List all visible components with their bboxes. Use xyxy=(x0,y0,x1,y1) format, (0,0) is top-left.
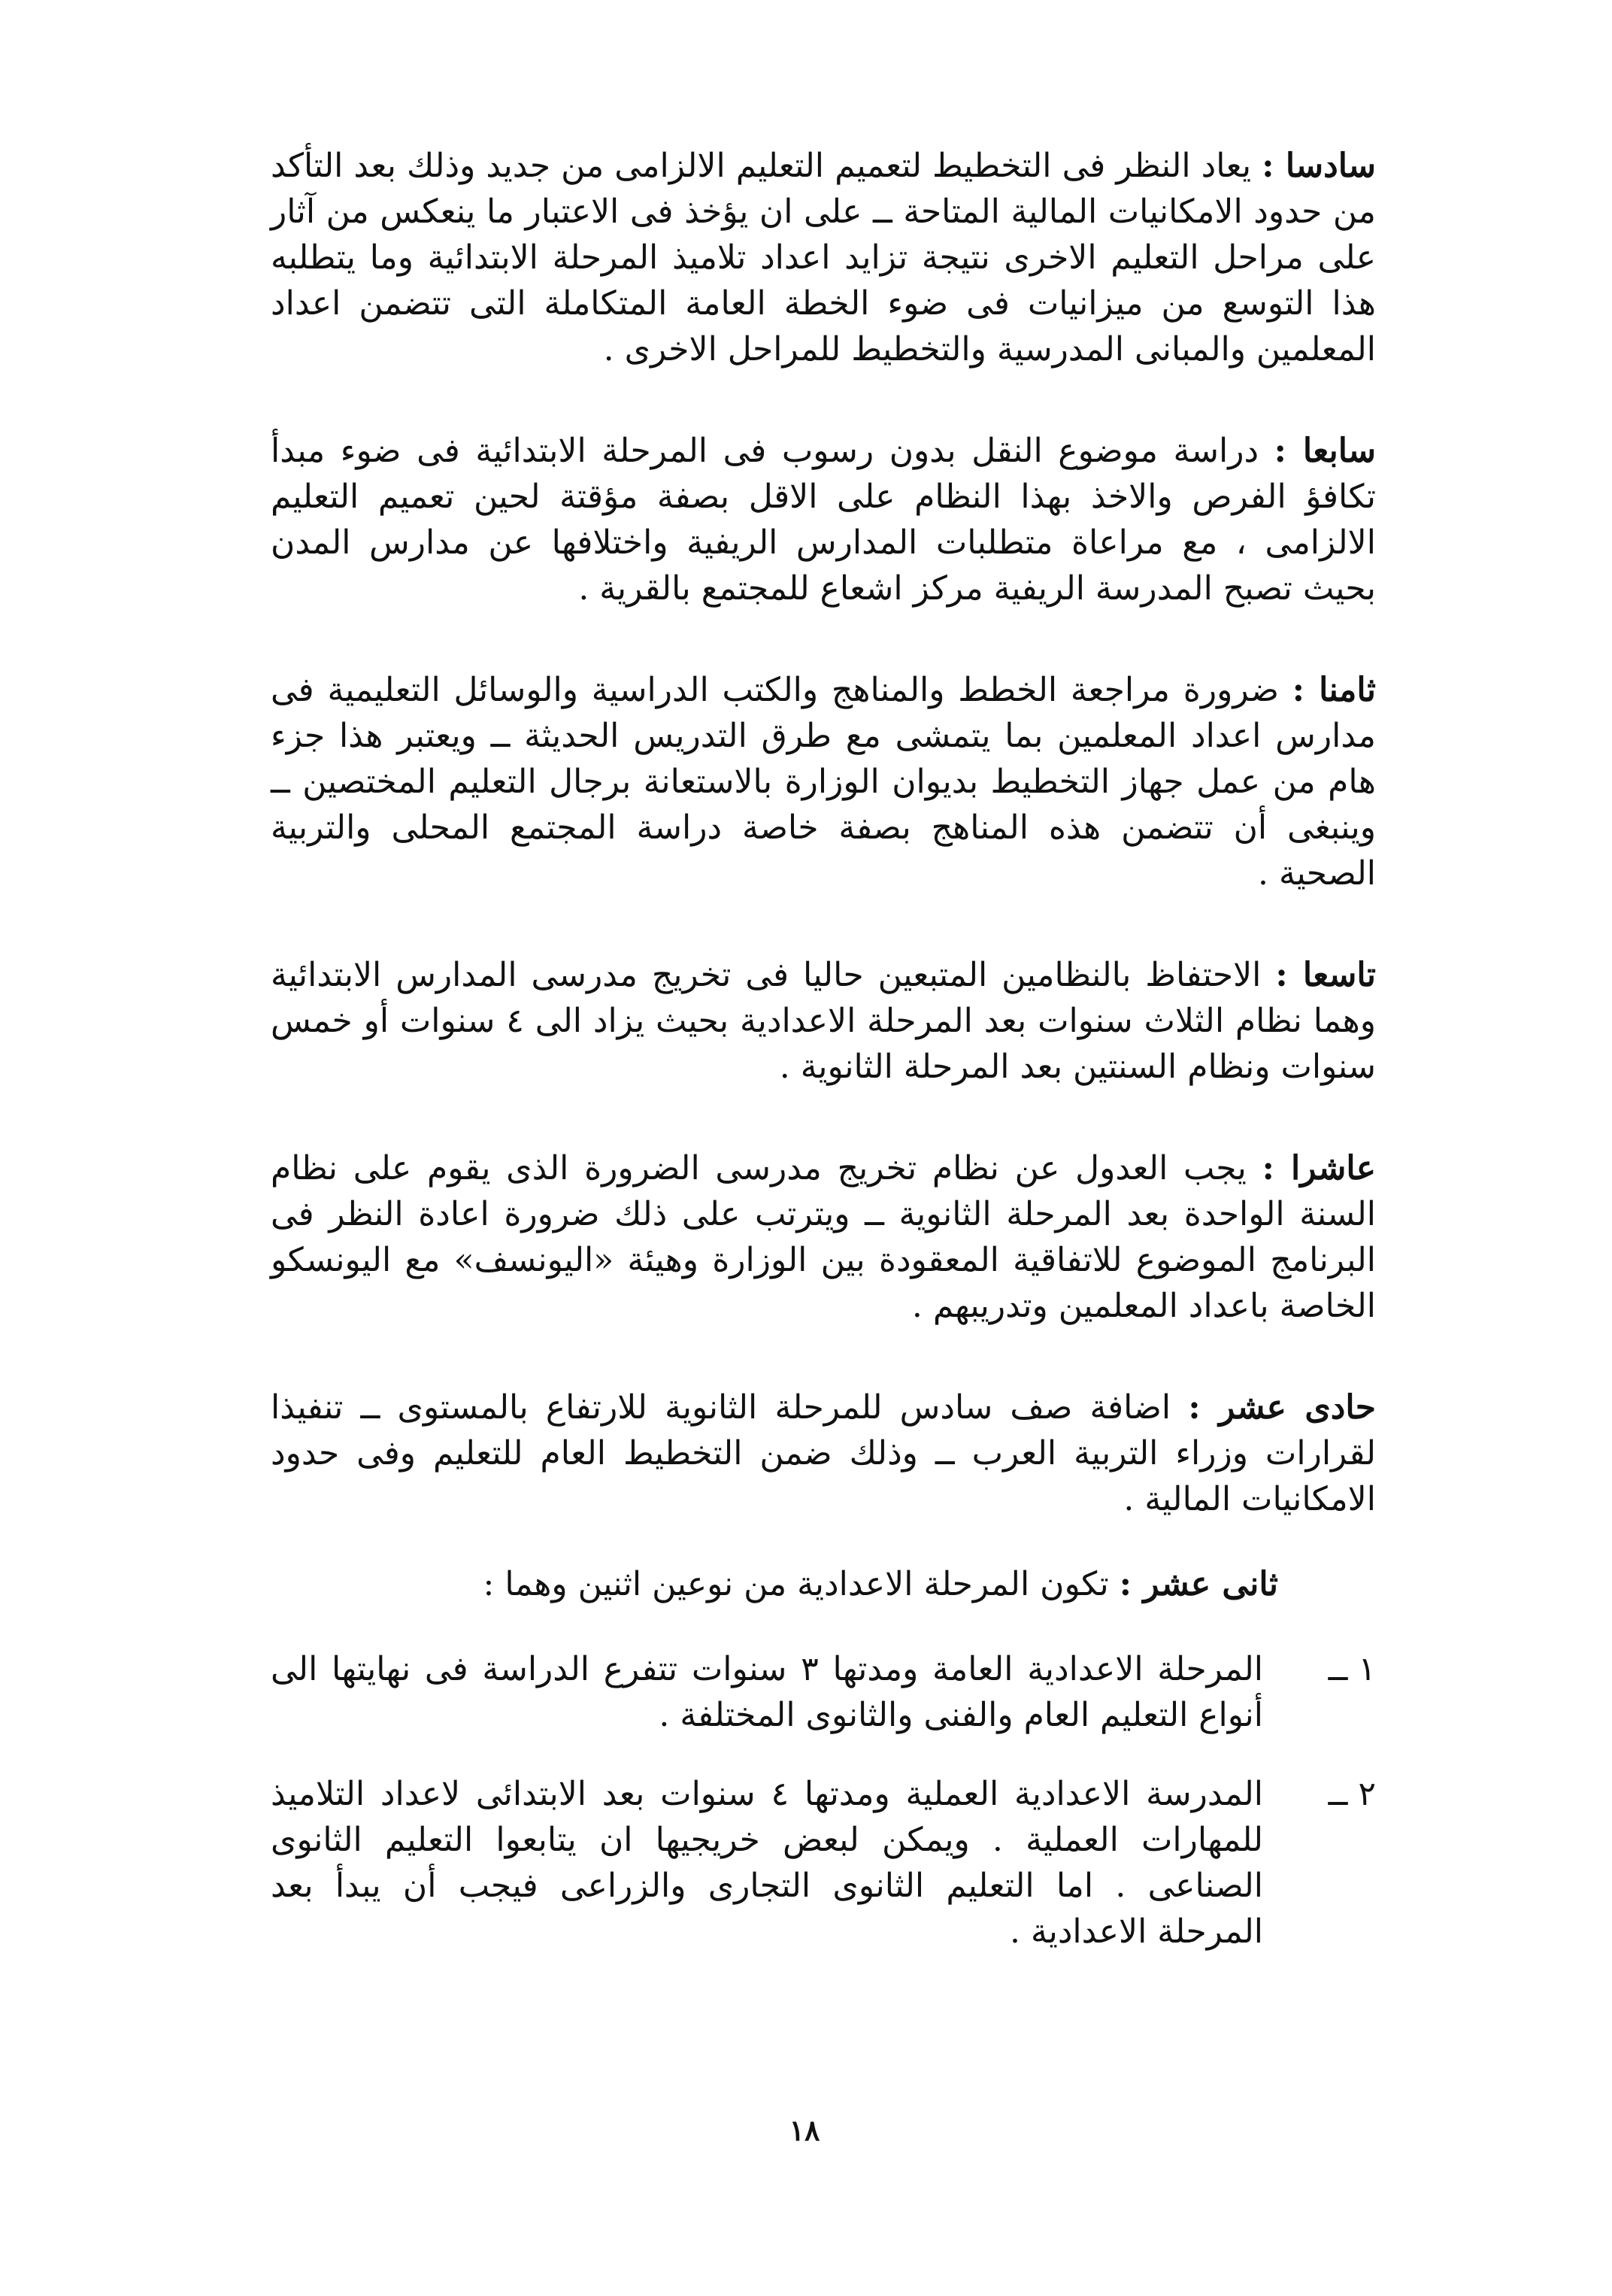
list-item-text: المدرسة الاعدادية العملية ومدتها ٤ سنوات بعد الابتدائى لاعداد التلاميذ للمهارات العملية . ويمكن لبعض خريجيها ان يتابعوا التعليم الثانوى الصناعى . اما التعليم الثانوى التجارى والزراعى فيجب أن يبدأ بعد المرحلة الاعدادية . xyxy=(271,1775,1263,1951)
section-sixth xyxy=(271,143,1376,372)
section-heading: تاسعا : xyxy=(1275,956,1376,994)
section-seventh xyxy=(271,428,1376,611)
section-heading: سابعا : xyxy=(1274,432,1376,470)
section-text: يعاد النظر فى التخطيط لتعميم التعليم الالزامى من جديد وذلك بعد التأكد من حدود الامكانيات المالية المتاحة ــ على ان يؤخذ فى الاعتبار ما ينعكس من آثار على مراحل التعليم الاخرى نتيجة تزايد اعداد تلاميذ المرحلة الابتدائية وما يتطلبه هذا التوسع من ميزانيات فى ضوء الخطة العامة المتكاملة التى تتضمن اعداد المعلمين والمبانى المدرسية والتخطيط للمراحل الاخرى . xyxy=(271,147,1376,369)
section-text: اضافة صف سادس للمرحلة الثانوية للارتفاع بالمستوى ــ تنفيذا لقرارات وزراء التربية العرب ــ وذلك ضمن التخطيط العام للتعليم وفى حدود الامكانيات المالية . xyxy=(271,1388,1376,1518)
section-text: ضرورة مراجعة الخطط والمناهج والكتب الدراسية والوسائل التعليمية فى مدارس اعداد المعلمين بما يتمشى مع طرق التدريس الحديثة ــ ويعتبر هذا جزء هام من عمل جهاز التخطيط بديوان الوزارة بالاستعانة برجال التعليم المختصين ــ وينبغى أن تتضمن هذه المناهج بصفة خاصة دراسة المجتمع المحلى والتربية الصحية . xyxy=(271,671,1376,893)
list-item xyxy=(271,1771,1376,1955)
section-text: دراسة موضوع النقل بدون رسوب فى المرحلة الابتدائية فى ضوء مبدأ تكافؤ الفرص والاخذ بهذا النظام على الاقل بصفة مؤقتة لحين تعميم التعليم الالزامى ، مع مراعاة متطلبات المدارس الريفية واختلافها عن مدارس المدن بحيث تصبح المدرسة الريفية مركز اشعاع للمجتمع بالقرية . xyxy=(271,432,1376,608)
list-item xyxy=(271,1646,1376,1738)
section-text: يجب العدول عن نظام تخريج مدرسى الضرورة الذى يقوم على نظام السنة الواحدة بعد المرحلة الثانوية ــ ويترتب على ذلك ضرورة اعادة النظر فى البرنامج الموضوع للاتفاقية المعقودة بين الوزارة وهيئة «اليونسف» مع اليونسكو الخاصة باعداد المعلمين وتدريبهم . xyxy=(271,1149,1376,1325)
list-item-number: ١ ــ xyxy=(1328,1650,1376,1688)
section-text: الاحتفاظ بالنظامين المتبعين حاليا فى تخريج مدرسى المدارس الابتدائية وهما نظام الثلاث سنوات بعد المرحلة الاعدادية بحيث يزاد الى ٤ سنوات أو خمس سنوات ونظام السنتين بعد المرحلة الثانوية . xyxy=(271,956,1377,1086)
section-text: تكون المرحلة الاعدادية من نوعين اثنين وهما : xyxy=(483,1565,1109,1603)
section-heading: ثانى عشر : xyxy=(1119,1565,1278,1603)
page-number: ١٨ xyxy=(789,2113,820,2147)
list-item-number: ٢ ــ xyxy=(1328,1775,1376,1813)
section-tenth xyxy=(271,1145,1376,1329)
section-heading: ثامنا : xyxy=(1292,671,1376,709)
section-heading: سادسا : xyxy=(1262,147,1376,185)
section-heading: عاشرا : xyxy=(1262,1149,1376,1187)
section-twelfth xyxy=(271,1561,1376,1607)
document-page xyxy=(271,143,1376,1955)
section-ninth xyxy=(271,952,1376,1090)
list-item-text: المرحلة الاعدادية العامة ومدتها ٣ سنوات تتفرع الدراسة فى نهايتها الى أنواع التعليم العام والفنى والثانوى المختلفة . xyxy=(271,1650,1263,1734)
section-eighth xyxy=(271,667,1376,896)
section-eleventh xyxy=(271,1385,1376,1522)
section-heading: حادى عشر : xyxy=(1188,1388,1376,1427)
